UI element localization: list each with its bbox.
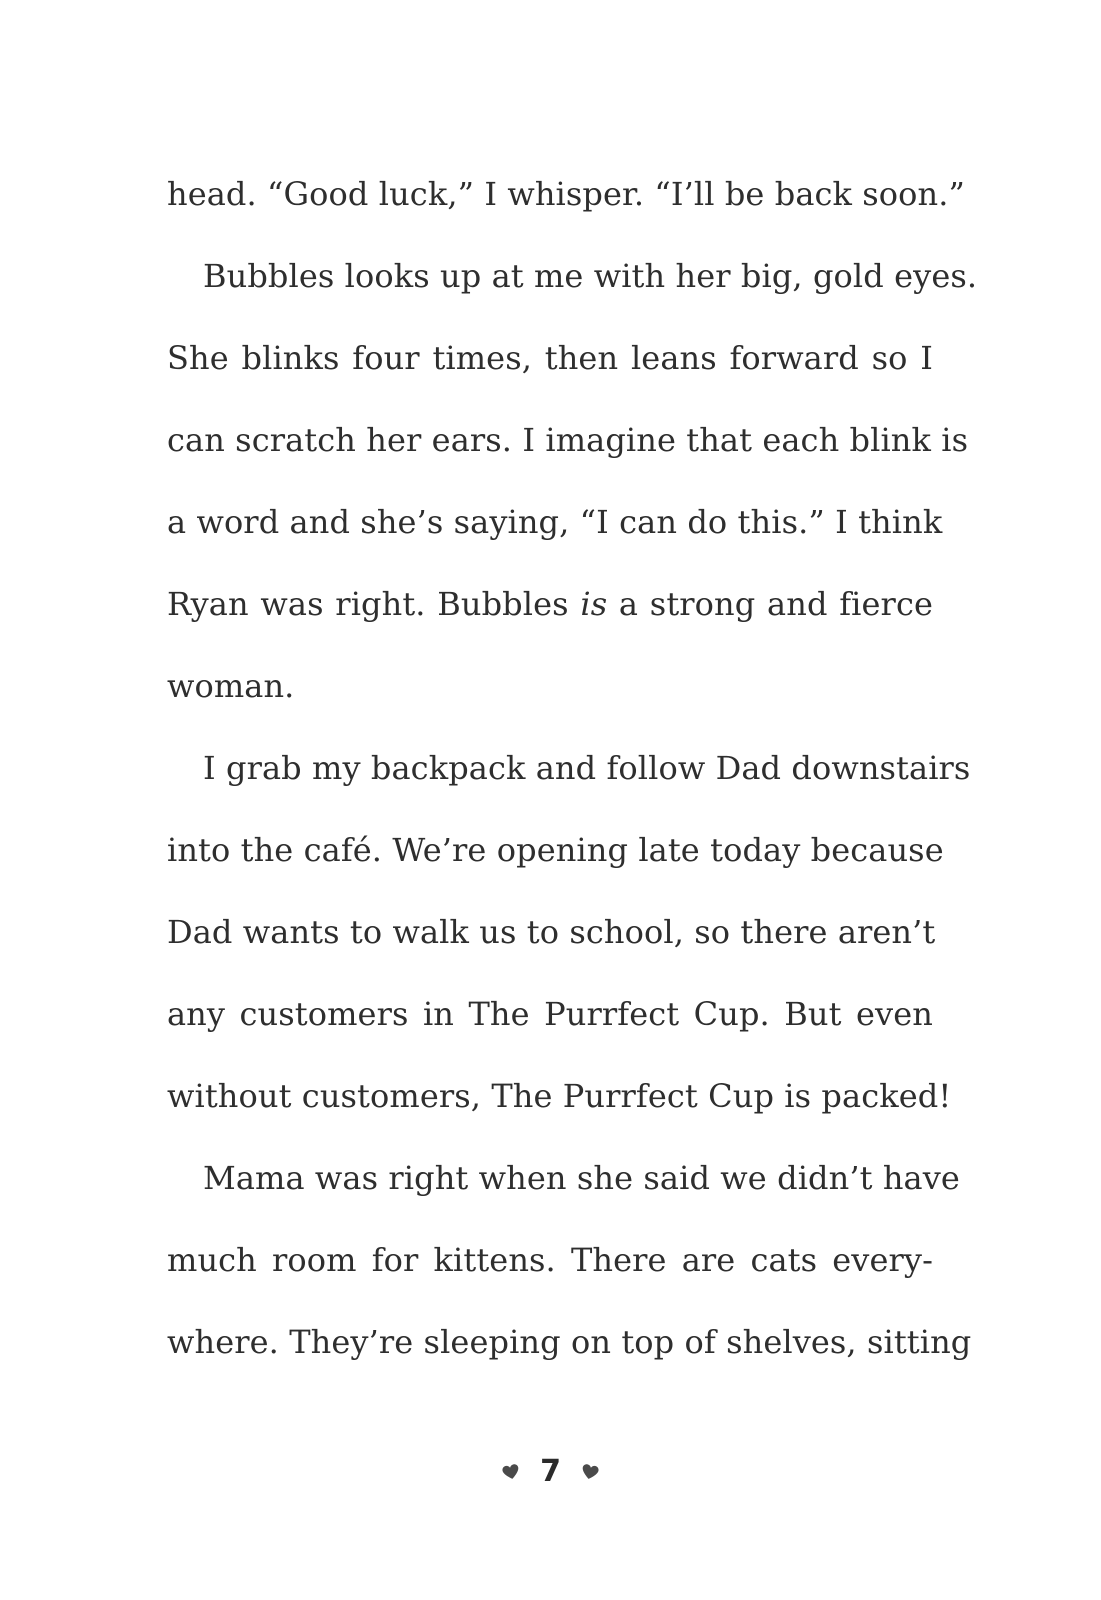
text-line: Bubbles looks up at me with her big, gold eyes. — [203, 257, 978, 295]
text-line: Mama was right when she said we didn’t have — [203, 1159, 960, 1197]
heart-icon — [581, 1464, 599, 1480]
page-number: 7 — [540, 1454, 561, 1489]
text-run: Ryan was right. Bubbles — [167, 585, 581, 623]
text-line: woman. — [167, 667, 295, 705]
text-line: without customers, The Purrfect Cup is packed! — [167, 1077, 952, 1115]
text-line: any customers in The Purrfect Cup. But even — [167, 995, 933, 1033]
text-line: can scratch her ears. I imagine that each blink is — [167, 421, 969, 459]
text-line-with-emphasis — [167, 578, 933, 630]
text-line: where. They’re sleeping on top of shelves, sitting — [167, 1323, 972, 1361]
text-run: a strong and fierce — [607, 585, 933, 623]
heart-shape — [502, 1464, 520, 1480]
heart-icon — [502, 1464, 520, 1480]
text-line: I grab my backpack and follow Dad downstairs — [203, 749, 971, 787]
text-line: head. “Good luck,” I whisper. “I’ll be back soon.” — [167, 175, 965, 213]
page-folio — [0, 1452, 1101, 1492]
text-line: Dad wants to walk us to school, so there aren’t — [167, 913, 936, 951]
text-line: She blinks four times, then leans forward so I — [167, 339, 933, 377]
heart-shape — [581, 1464, 599, 1480]
emphasized-word: is — [580, 585, 608, 623]
text-line: much room for kittens. There are cats every- — [167, 1241, 933, 1279]
text-line: a word and she’s saying, “I can do this.” I think — [167, 503, 943, 541]
text-line: into the café. We’re opening late today because — [167, 831, 944, 869]
